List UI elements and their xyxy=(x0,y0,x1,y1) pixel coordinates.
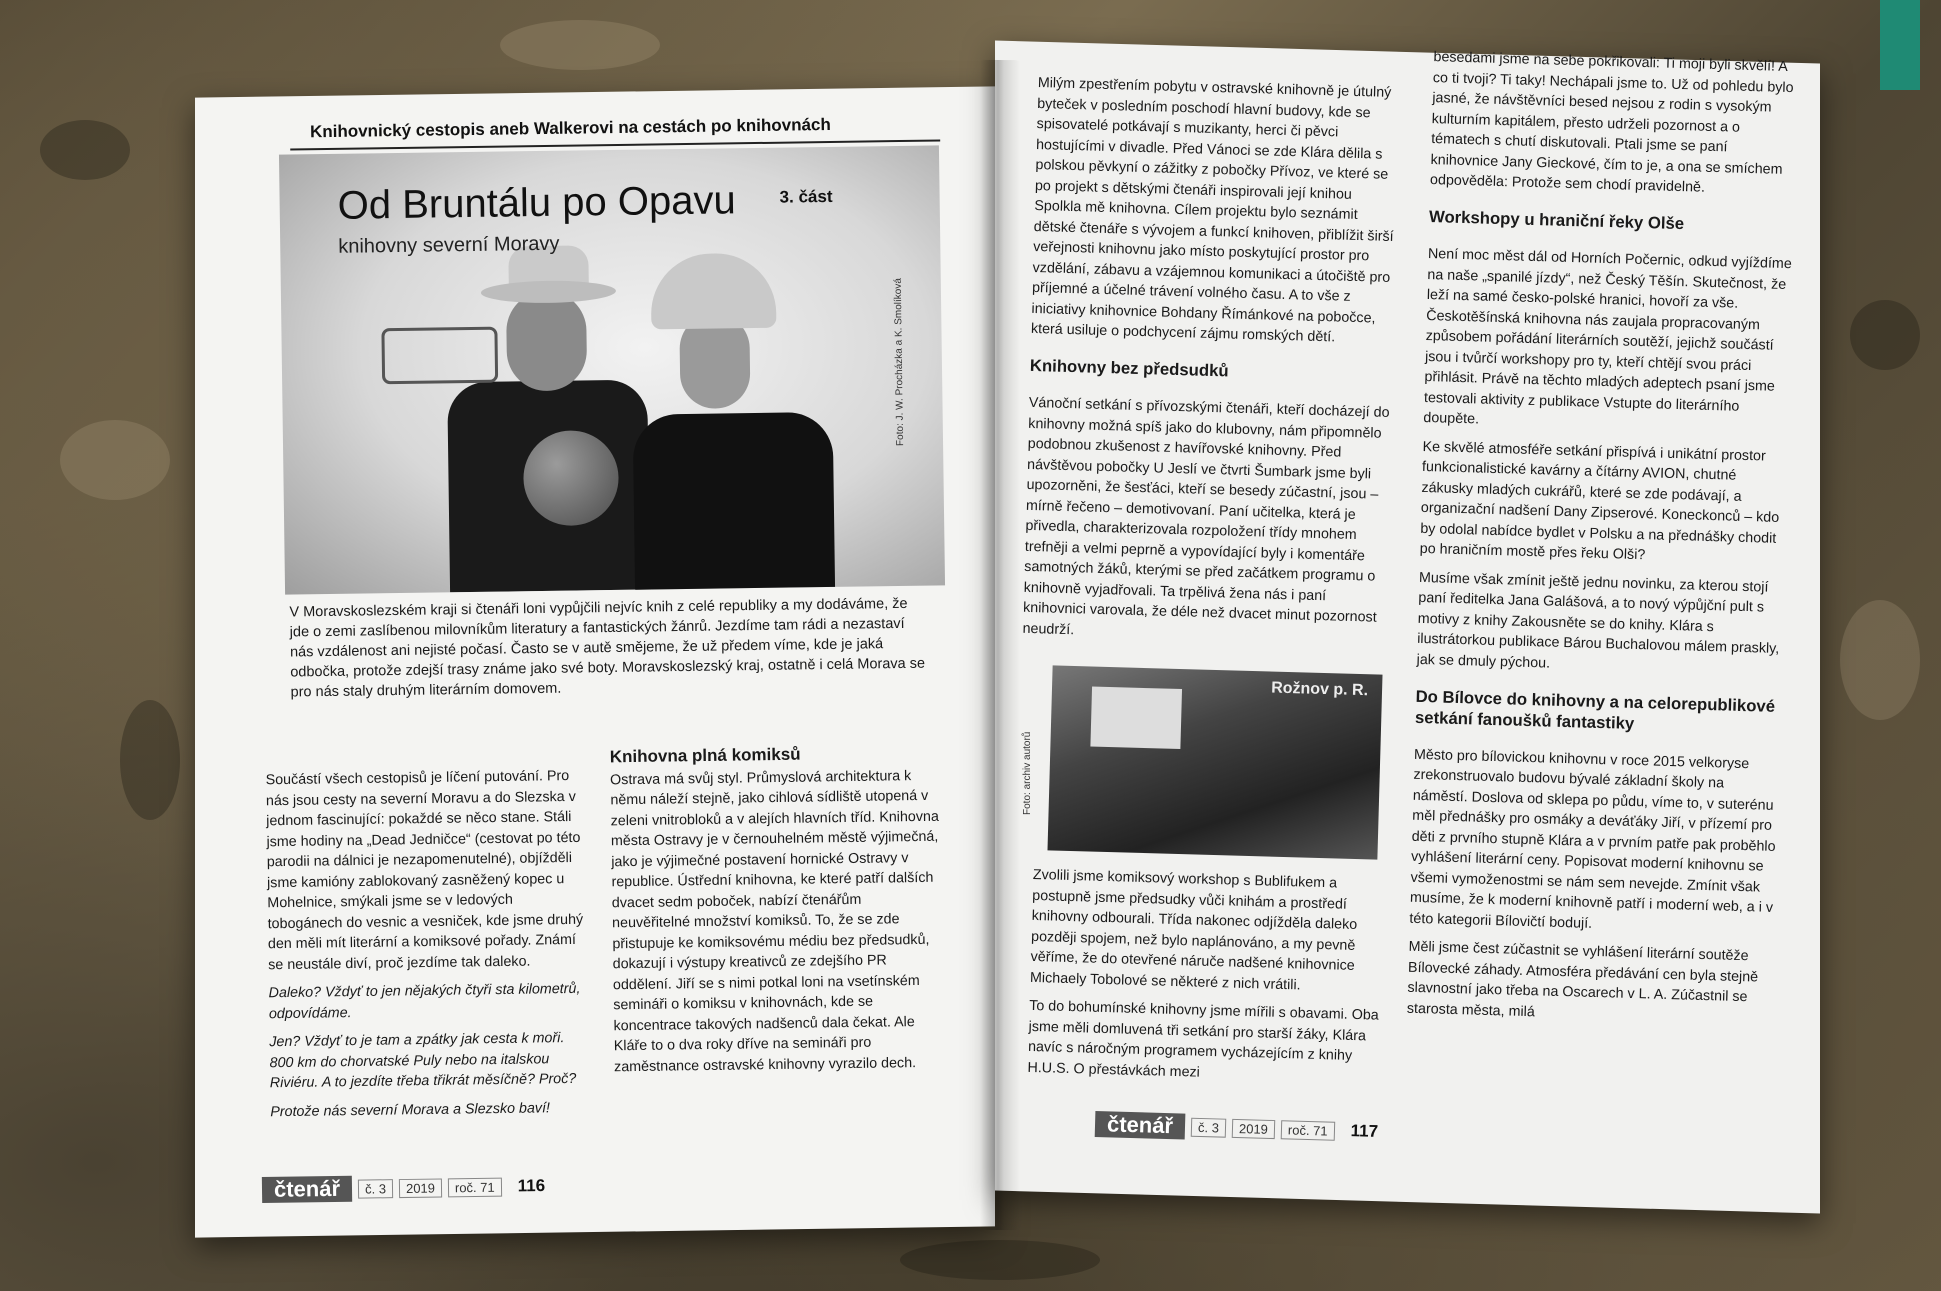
col-c-text-1: Milým zpestřením pobytu v ostravské knihovně je útulný byteček v posledním poschodí hlavní budovy, kde se spisovatelé potkávají s muzikanty, herci či pěvci hostujícími v divadle. Před Vánoci se zde Klára dělila s polskou pěvkyní o zážitky z pobočky Přívoz, ve které se po projekt s dětskými čtenáři inspirovali její knihou Spolkla mě knihovna. Cílem projektu bylo seznámit dětské čtenáře s vývojem a funkcí knihoven, přiblížit širší veřejnosti knihovnu jako místo poskytující prostor pro vzdělání, zábavu a vzájemnou komunikaci a útočiště pro příjemné a účelné trávení volného času. A to vše z iniciativy knihovnice Bohdany Římánkové na pobočce, která usiluje o podchycení zájmu romských dětí. xyxy=(1030,75,1394,346)
col-a-dialog-3: Protože nás severní Morava a Slezsko baví! xyxy=(270,1099,551,1120)
col-c-heading: Knihovny bez předsudků xyxy=(1029,356,1229,381)
column-d xyxy=(1406,47,1798,1037)
col-d-text-4: Musíme však zmínit ještě jednu novinku, za kterou stojí paní ředitelka Jana Galášová, a to nový výpůjční pult s motivy z knihy Zakousněte se do knihy. Klára s ilustrátorkou publikace Bárou Buchalovou málem praskly, jak se dmuly pýchou. xyxy=(1416,569,1780,672)
workshop-photo xyxy=(1047,665,1382,859)
col-d-text-3: Ke skvělé atmosféře setkání přispívá i unikátní prostor funkcionalistické kavárny a čítárny AVION, chutné zákusky mladých cukrářů, které se zde podávají, a organizační nadšení Dany Zipserové. Koneckonců – kdo by odolal nabídce bydlet v Polsku a na přednášky chodit po hraničním mostě přes řeku Olši? xyxy=(1419,438,1780,564)
col-b-heading: Knihovna plná komiksů xyxy=(609,744,801,767)
photo-credit: Foto: J. W. Procházka a K. Smolíková xyxy=(892,278,907,447)
issue-volume: roč. 71 xyxy=(448,1177,502,1197)
issue-number: č. 3 xyxy=(1191,1117,1226,1137)
col-d-text-1: besedami jsme na sebe pokřikovali: Ti moji byli skvělí! A co ti tvoji? Ti taky! Nechápali jsme to. Už od pohledu bylo jasné, že návštěvníci besed nejsou z rodin s vysokým kulturním kapitálem, přesto udrželi pozornost a o tématech s chutí diskutovali. Ptali jsme se paní knihovnice Jany Gieckové, čím to je, a ona se smíchem odpověděla: Protože sem chodí pravidelně. xyxy=(1429,49,1794,196)
col-b-text: Ostrava má svůj styl. Průmyslová architektura k němu náleží stejně, jako cihlová sídliště utopená v zeleni vnitrobloků a v alejích hlavních tříd. Knihovna města Ostravy je v černouhelném městě výjimečná, jako je výjimečné postavení hornické Ostravy v republice. Ústřední knihovna, ke které patří dalších dvacet sedm poboček, nabízí čtenářům neuvěřitelné množství komiksů. To, že se zde přistupuje ke komiksovému médiu bez předsudků, dokazují i výstupy kreativců ze zdejšího PR oddělení. Jiří se s nimi potkal loni na vsetínském semináři o komiksu v knihovnách, kde se koncentrace takových nadšenců dala čekat. Ale Kláře to o dva roky dříve na semináři pro zaměstnance ostravské knihovny vyrazilo dech. xyxy=(609,767,939,1075)
footer-left xyxy=(262,1173,545,1203)
page-number: 116 xyxy=(517,1176,546,1196)
plane-model-icon xyxy=(381,327,498,385)
series-title: Knihovnický cestopis aneb Walkerovi na cestách po knihovnách xyxy=(290,107,940,150)
column-b xyxy=(610,743,945,1086)
col-d-text-6: Měli jsme čest zúčastnit se vyhlášení literární soutěže Bílovecké záhady. Atmosféra předávání cen byla stejně slavnostní jako třeba na Oscarech v L. A. Zúčastnil se starosta města, milá xyxy=(1406,939,1759,1021)
issue-volume: roč. 71 xyxy=(1281,1120,1335,1140)
magazine-logo: čtenář xyxy=(262,1176,352,1203)
issue-year: 2019 xyxy=(399,1178,442,1198)
article-title: Od Bruntálu po Opavu xyxy=(337,178,736,228)
col-d-heading-2: Do Bílovce do knihovny a na celorepublikové setkání fanoušků fantastiky xyxy=(1414,687,1776,733)
col-a-dialog-2: Jen? Vždyť to je tam a zpátky jak cesta k moři. 800 km do chorvatské Puly nebo na italskou Riviéru. A to jezdíte třeba třikrát měsíčně? Proč? xyxy=(269,1030,577,1092)
issue-number: č. 3 xyxy=(358,1179,393,1198)
projection-screen xyxy=(1090,687,1182,749)
issue-year: 2019 xyxy=(1232,1118,1275,1138)
col-d-heading-1: Workshopy u hraniční řeky Olše xyxy=(1428,207,1685,234)
col-c-text-2: Vánoční setkání s přívozskými čtenáři, kteří docházejí do knihovny možná spíš jako do klubovny, nám připomnělo podobnou zkušenost z havířovské knihovny. Před návštěvou pobočky U Jeslí ve čtvrti Šumbark jsme byli upozorněni, že šesťáci, kteří se besedy zúčastní, jsou – mírně řečeno – demotivovaní. Paní učitelka, která je přivedla, charakterizovala rozpoložení třídy mnohem trefněji a velmi peprně a vypovídající byly i komentáře samotných žáků, kterými se před začátkem programu o knihovně vyjadřovali. Ta trpělivá žena nás i paní knihovnici varovala, že déle než dvacet minut pozornost neudrží. xyxy=(1022,395,1390,639)
cover-photo xyxy=(279,145,945,594)
intro-paragraph: V Moravskoslezském kraji si čtenáři loni vypůjčili nejvíc knih z celé republiky a my dodáváme, že jde o zemi zaslíbenou milovníkům literatury a fantastických žánrů. Jezdíme tam rádi a nezastaví nás vzdálenost ani nejisté počasí. Často se v autě smějeme, že už předem víme, kde je jaká odbočka, protože zdejší trasy známe jako své boty. Moravskoslezský kraj, ostatně i celá Morava se pro nás staly druhým literárním domovem. xyxy=(289,595,926,701)
column-a xyxy=(266,766,591,1130)
magazine-logo: čtenář xyxy=(1095,1111,1186,1140)
col-a-text: Součástí všech cestopisů je líčení putování. Pro nás jsou cesty na severní Moravu a do Slezska v jednom fascinující: pokaždé se něco stane. Stáli jsme hodiny na „Dead Jedničce“ (cestovat po této parodii na dálnici je nezapomenutelné), objížděli jsme kamióny zablokovaný zasněžený kopec u Mohelnice, smýkali jsme se v ledových tobogánech do vesnic a vesniček, kde jsme druhý den měli mít literární a komiksové pořady. Známí se neustále diví, proč jezdíme tak daleko. xyxy=(265,768,584,973)
column-e xyxy=(1027,865,1398,1096)
part-label: 3. část xyxy=(779,186,833,207)
photo2-credit: Foto: archiv autorů xyxy=(1022,731,1033,815)
page-gutter xyxy=(980,60,1020,1230)
green-tab xyxy=(1880,0,1920,90)
col-e-text-1: Zvolili jsme komiksový workshop s Bublifukem a postupně jsme předsudky vůči knihám a prostředí knihovny odbourali. Třída nakonec odjížděla daleko později spojem, než bylo naplánováno, a my pevně věříme, že do otevřené náruče nadšené knihovnice Michaely Tobolové se některé z nich vrátili. xyxy=(1029,866,1358,993)
col-a-dialog-1: Daleko? Vždyť to jen nějakých čtyři sta kilometrů, odpovídáme. xyxy=(268,980,581,1022)
col-e-text-2: To do bohumínské knihovny jsme mířili s obavami. Oba jsme měli domluvená tři setkání pro starší žáky, Klára navíc s náročným programem vycházejícím z knihy H.U.S. O přestávkách mezi xyxy=(1027,997,1379,1081)
col-d-text-2: Není moc měst dál od Horních Počernic, odkud vyjíždíme na naše „spanilé jízdy“, než Český Těšín. Skutečnost, že leží na samé česko-polské hranici, hovoří za vše. Českotěšínská knihovna nás zaujala propracovaným způsobem pořádání literárních soutěží, jejichž součástí jsou i tvůrčí workshopy pro ty, kteří chtějí svou práci přihlásit. Právě na těchto mladých adeptech psaní jsme testovali aktivity z publikace Vstupte do literárního doupěte. xyxy=(1423,246,1792,428)
article-subtitle: knihovny severní Moravy xyxy=(338,232,560,258)
page-number: 117 xyxy=(1350,1121,1379,1141)
photo-place-label: Rožnov p. R. xyxy=(1270,679,1369,700)
col-d-text-5: Město pro bílovickou knihovnu v roce 2015 velkoryse zrekonstruovalo budovu bývalé základní školy na náměstí. Doslova od sklepa po půdu, víme to, v suterénu měl přednášky pro osmáky a deváťáky Jiří, v přízemí pro děti z prvního stupně Klára a v prvním patře pak proběhlo vyhlášení literární ceny. Popisovat moderní knihovnu se všemi vymoženostmi se nám sem nevejde. Zmínit však musíme, že k moderní knihovně patří i moderní web, a i v této kategorii Bílovičtí bodují. xyxy=(1409,746,1776,932)
column-c xyxy=(1022,73,1403,657)
